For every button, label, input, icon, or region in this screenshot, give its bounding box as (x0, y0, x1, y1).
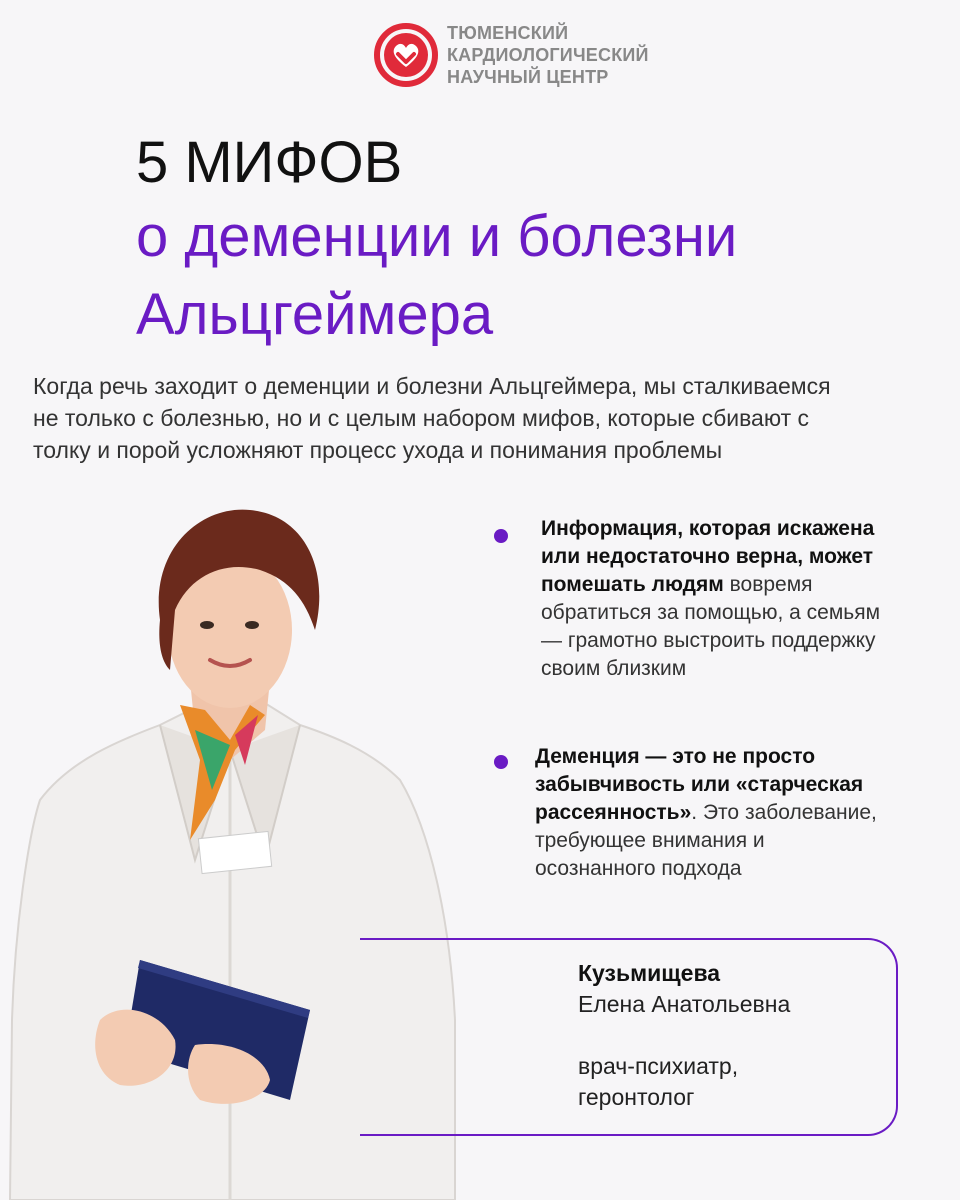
bullet-bold-text: забывчивость или «старческая (535, 773, 864, 796)
doctor-role: врач-психиатр, (578, 1053, 739, 1079)
intro-line: толку и порой усложняют процесс ухода и понимания проблемы (33, 437, 723, 463)
logo-line-1: ТЮМЕНСКИЙ (447, 23, 569, 43)
logo-text (447, 22, 649, 88)
logo-line-2: КАРДИОЛОГИЧЕСКИЙ (447, 45, 649, 65)
bullet-bold-text: Информация, которая искажена (541, 517, 875, 540)
bullet-dot (494, 529, 508, 543)
bullet-bold-text: Деменция — это не просто (535, 745, 816, 768)
doctor-surname: Кузьмищева (578, 960, 721, 986)
page-subtitle-line-1: о деменции и болезни (136, 204, 738, 269)
bullet-text: вовремя (723, 573, 813, 596)
bullet-text: осознанного подхода (535, 857, 742, 880)
bullet-text: — грамотно выстроить поддержку (541, 629, 876, 652)
heart-logo-icon (374, 23, 438, 87)
bullet-bold-text: рассеянность» (535, 801, 692, 824)
bullet-text: . Это заболевание, (691, 801, 877, 824)
intro-line: не только с болезнью, но и с целым набором мифов, которые сбивают с (33, 405, 810, 431)
bullet-text: своим близким (541, 657, 687, 680)
spacer (578, 1020, 790, 1051)
bullet-item-dementia-definition (535, 743, 915, 883)
bullet-bold-text: помешать людям (541, 573, 724, 596)
logo-line-3: НАУЧНЫЙ ЦЕНТР (447, 67, 609, 87)
page-title: 5 МИФОВ (136, 130, 403, 195)
bullet-text: обратиться за помощью, а семьям (541, 601, 881, 624)
bullet-item-misinformation (541, 515, 921, 683)
doctor-info (578, 958, 790, 1113)
doctor-given-names: Елена Анатольевна (578, 991, 791, 1017)
bullet-text: требующее внимания и (535, 829, 765, 852)
bullet-dot (494, 755, 508, 769)
intro-paragraph (33, 370, 938, 466)
page-subtitle-line-2: Альцгеймера (136, 282, 494, 347)
doctor-role: геронтолог (578, 1084, 695, 1110)
bullet-bold-text: или недостаточно верна, может (541, 545, 874, 568)
intro-line: Когда речь заходит о деменции и болезни Альцгеймера, мы сталкиваемся (33, 373, 831, 399)
logo (374, 22, 649, 88)
